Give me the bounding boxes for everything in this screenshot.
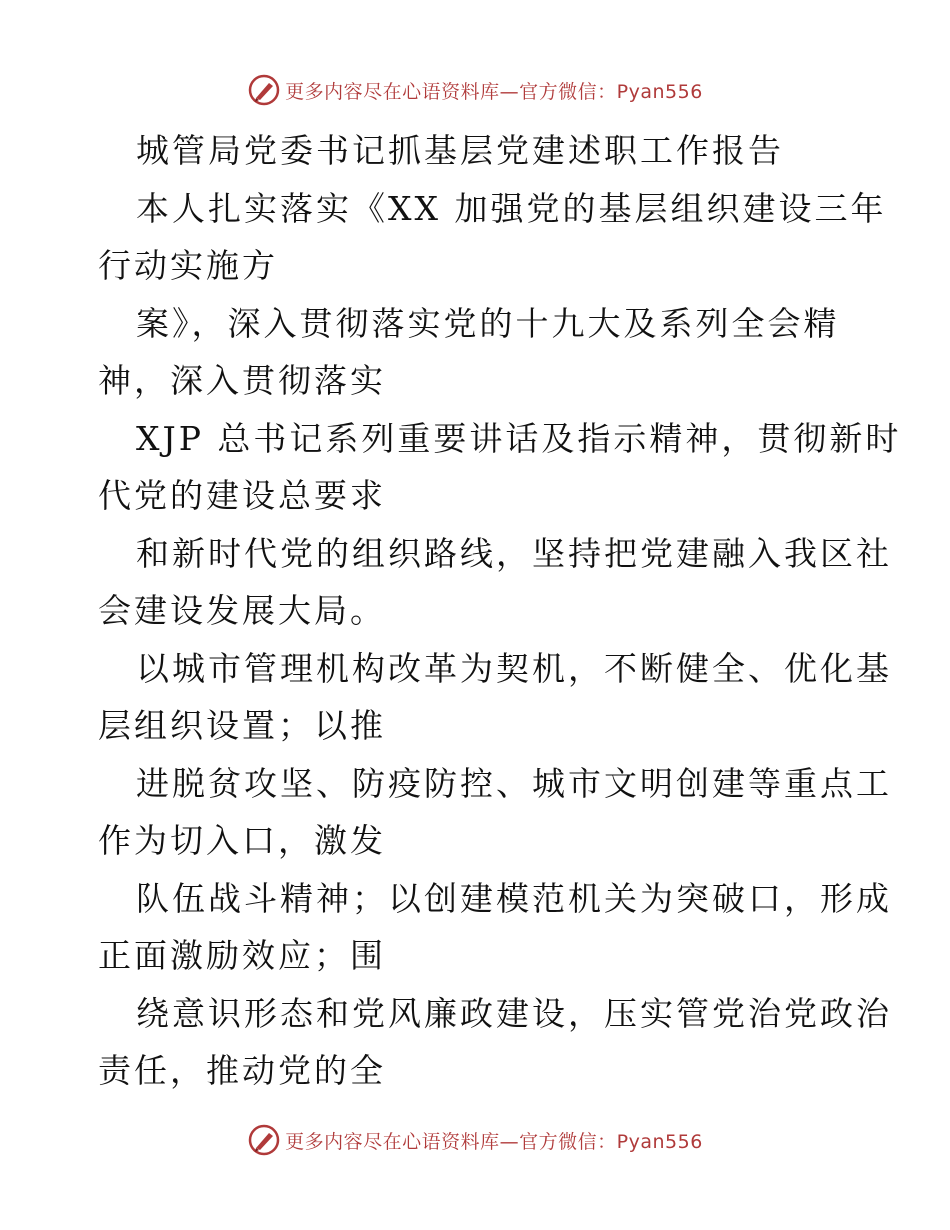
paragraph-line: 正面激励效应；围 <box>98 936 386 975</box>
paragraph-line: 代党的建设总要求 <box>98 476 386 515</box>
paragraph-line: 进脱贫攻坚、防疫防控、城市文明创建等重点工 <box>136 763 892 803</box>
header-watermark <box>0 70 950 110</box>
pen-logo-icon <box>247 73 281 107</box>
footer-watermark <box>0 1120 950 1160</box>
paragraph-line: 层组织设置；以推 <box>98 706 386 745</box>
paragraph-line: XJP 总书记系列重要讲话及指示精神，贯彻新时 <box>136 418 902 458</box>
watermark-text: 更多内容尽在心语资料库—官方微信：Pyan556 <box>285 1130 703 1153</box>
paragraph-line: 和新时代党的组织路线，坚持把党建融入我区社 <box>136 533 892 573</box>
document-body <box>98 122 902 1100</box>
paragraph-line: 以城市管理机构改革为契机，不断健全、优化基 <box>136 648 892 688</box>
paragraph-line: 本人扎实落实《XX 加强党的基层组织建设三年 <box>136 188 887 228</box>
paragraph-line: 会建设发展大局。 <box>98 591 386 630</box>
paragraph-line: 神，深入贯彻落实 <box>98 361 386 400</box>
paragraph-line: 队伍战斗精神；以创建模范机关为突破口，形成 <box>136 878 892 918</box>
paragraph-line: 案》，深入贯彻落实党的十九大及系列全会精 <box>136 303 840 343</box>
watermark-text: 更多内容尽在心语资料库—官方微信：Pyan556 <box>285 80 703 103</box>
pen-logo-icon <box>247 1123 281 1157</box>
paragraph-line: 作为切入口，激发 <box>98 821 386 860</box>
document-title: 城管局党委书记抓基层党建述职工作报告 <box>136 131 784 170</box>
paragraph-line: 绕意识形态和党风廉政建设，压实管党治党政治 <box>136 993 892 1033</box>
paragraph-line: 行动实施方 <box>98 246 278 285</box>
paragraph-line: 责任，推动党的全 <box>98 1051 386 1090</box>
